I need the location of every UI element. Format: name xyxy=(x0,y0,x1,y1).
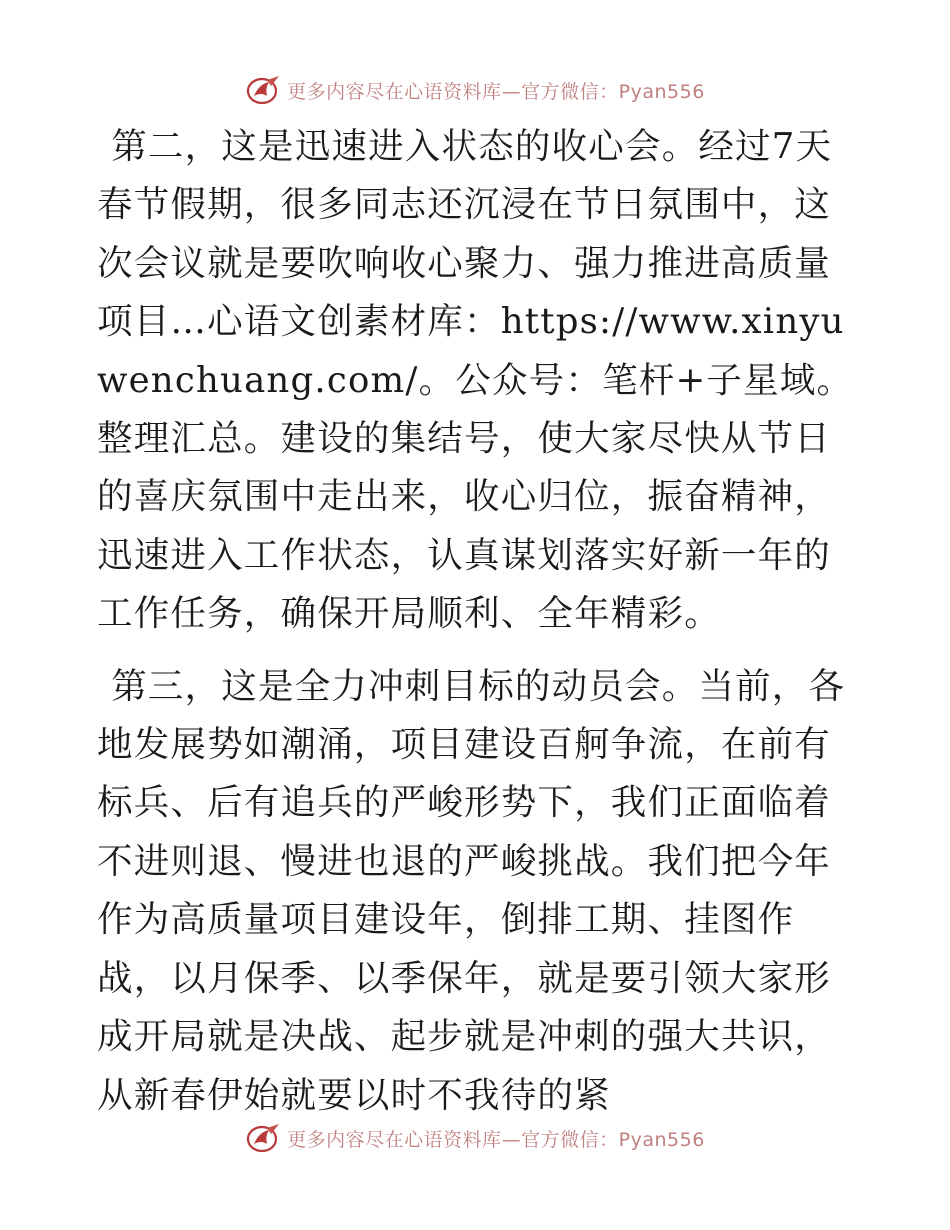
footer-watermark-banner xyxy=(0,1118,950,1158)
header-watermark-text: 更多内容尽在心语资料库—官方微信：Pyan556 xyxy=(287,80,705,103)
logo-icon xyxy=(245,74,283,106)
paragraph-second-point: 第二，这是迅速进入状态的收心会。经过7天春节假期，很多同志还沉浸在节日氛围中，这次会议就是要吹响收心聚力、强力推进高质量项目…心语文创素材库：https://www.xinyuwenchuang.com/。公众号：笔杆+子星域。整理汇总。建设的集结号，使大家尽快从节日的喜庆氛围中走出来，收心归位，振奋精神，迅速进入工作状态，认真谋划落实好新一年的工作任务，确保开局顺利、全年精彩。 xyxy=(97,126,854,635)
logo-icon xyxy=(245,1122,283,1154)
header-watermark-banner xyxy=(0,70,950,110)
document-body xyxy=(97,118,857,1125)
paragraph-third-point: 第三，这是全力冲刺目标的动员会。当前，各地发展势如潮涌，项目建设百舸争流，在前有标兵、后有追兵的严峻形势下，我们正面临着不进则退、慢进也退的严峻挑战。我们把今年作为高质量项目建设年，倒排工期、挂图作战，以月保季、以季保年，就是要引领大家形成开局就是决战、起步就是冲刺的强大共识，从新春伊始就要以时不我待的紧 xyxy=(97,665,846,1116)
footer-watermark-text: 更多内容尽在心语资料库—官方微信：Pyan556 xyxy=(287,1128,705,1151)
